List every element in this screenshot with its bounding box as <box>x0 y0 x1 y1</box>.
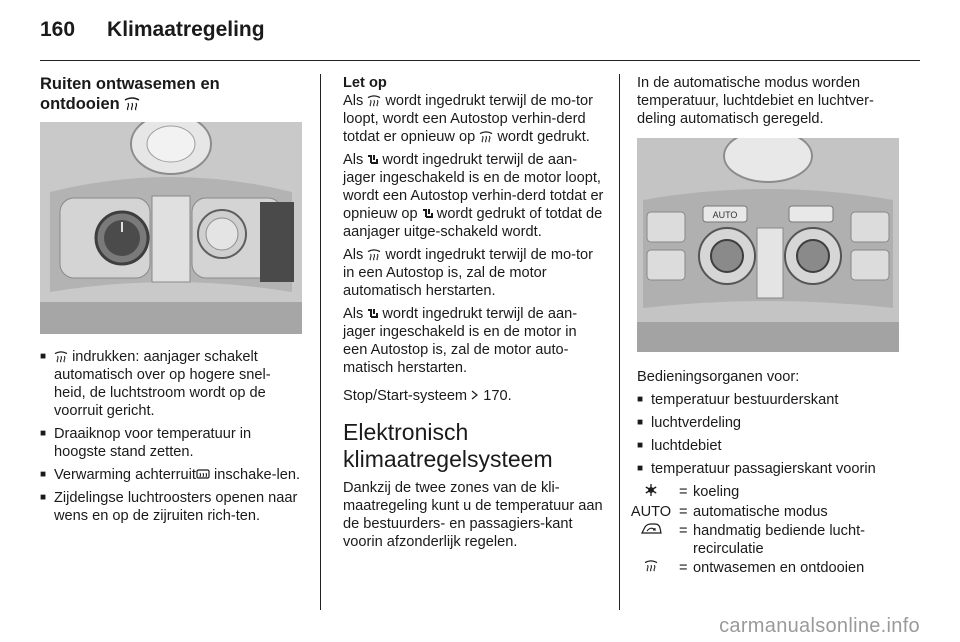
legend-row: = koeling <box>623 483 901 503</box>
legend-row: AUTO = automatische modus <box>623 503 901 522</box>
defrost-icon <box>124 97 140 111</box>
note-paragraph: Als wordt ingedrukt terwijl de aan-jager ingeschakeld is en de motor loopt, wordt een Autostop verhin-derd totdat er opnieuw op wordt gedrukt of totdat de aanjager uitge-schakeld wordt. <box>343 152 604 240</box>
chapter-title: Klimaatregeling <box>107 18 265 41</box>
fan-icon <box>422 208 433 219</box>
list-item: ■ luchtverdeling <box>637 414 901 432</box>
list-item: ■ temperatuur passagierskant voorin <box>637 460 901 478</box>
fan-icon <box>367 308 378 319</box>
list-item: ■ luchtdebiet <box>637 437 901 455</box>
column-divider-2 <box>619 74 620 610</box>
control-panel-photo-1 <box>40 122 302 334</box>
column-divider-1 <box>320 74 321 610</box>
legend-row: = ontwasemen en ontdooien <box>623 559 901 578</box>
recirculation-icon <box>640 523 662 535</box>
defrost-steps <box>40 348 302 525</box>
cross-reference: Stop/Start-systeem 170. <box>343 388 512 404</box>
header-rule <box>40 60 920 61</box>
arrow-right-icon <box>471 390 479 400</box>
list-item: ■ Draaiknop voor temperatuur in hoogste stand zetten. <box>40 425 302 461</box>
note-paragraph: Als wordt ingedrukt terwijl de mo-tor in een Autostop is, zal de motor automatisch herstarten. <box>343 247 594 299</box>
watermark: carmanualsonline.info <box>719 615 920 637</box>
legend-row: = handmatig bediende lucht-recirculatie <box>623 522 901 559</box>
auto-symbol: AUTO <box>630 504 672 520</box>
list-item: ■ Verwarming achterruit inschake-len. <box>40 466 302 484</box>
list-item: ■ Zijdelingse luchtroosters openen naar wens en op de zijruiten rich-ten. <box>40 489 302 525</box>
defrost-icon <box>54 351 68 363</box>
snowflake-icon <box>644 483 658 497</box>
column-3 <box>630 74 901 578</box>
control-panel-photo-2 <box>637 138 899 352</box>
auto-mode-intro: In de automatische modus worden temperatuur, luchtdebiet en luchtver-deling automatisch geregeld. <box>637 75 874 127</box>
column-2 <box>343 74 605 556</box>
defrost-icon <box>367 95 381 107</box>
rear-defrost-icon <box>196 469 210 481</box>
page-header <box>40 18 265 42</box>
column-1 <box>40 74 302 530</box>
note-paragraph: Als wordt ingedrukt terwijl de aan-jager ingeschakeld is en de motor in een Autostop is, zal de motor auto-matisch herstarten. <box>343 306 578 376</box>
defrost-icon <box>644 560 658 572</box>
list-item: ■ temperatuur bestuurderskant <box>637 391 901 409</box>
list-item: ■ indrukken: aanjager schakelt automatisch over op hogere snel-heid, de luchtstroom wordt op de voorruit gericht. <box>40 348 302 420</box>
defrost-icon <box>479 131 493 143</box>
section-body: Dankzij de twee zones van de kli-maatregeling kunt u de temperatuur aan de bestuurders- en passagiers-kant voorin afzonderlijk regelen. <box>343 480 603 550</box>
section-title-defrost: Ruiten ontwasemen en ontdooien <box>40 75 220 113</box>
panel-auto-label: AUTO <box>712 210 738 220</box>
controls-list <box>637 391 901 478</box>
symbol-legend <box>623 483 901 578</box>
defrost-icon <box>367 249 381 261</box>
controls-intro: Bedieningsorganen voor: <box>637 369 800 385</box>
fan-icon <box>367 154 378 165</box>
page-number: 160 <box>40 18 76 41</box>
note-title: Let op <box>343 75 387 91</box>
note-paragraph: Als wordt ingedrukt terwijl de mo-tor loopt, wordt een Autostop verhin-derd totdat er opnieuw op wordt gedrukt. <box>343 93 594 145</box>
section-title-climate: Elektronisch klimaatregelsysteem <box>343 419 553 472</box>
